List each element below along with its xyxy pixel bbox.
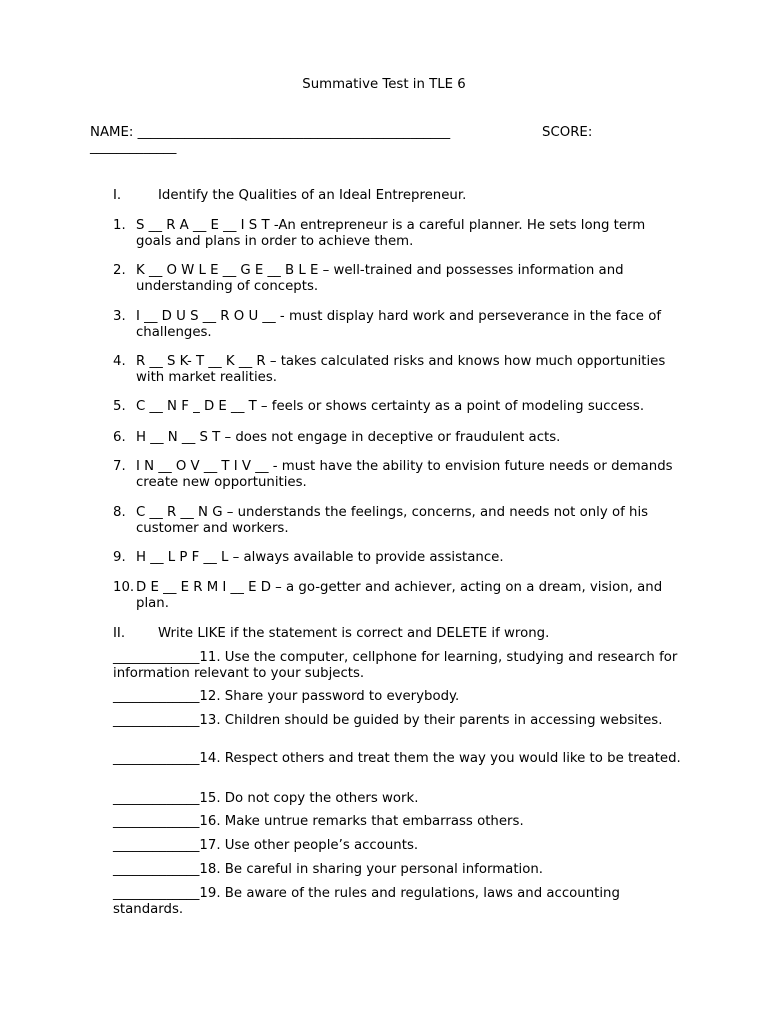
statement-item: _____________12. Share your password to everybody.: [113, 689, 460, 704]
list-item: [113, 218, 683, 249]
list-item: [113, 354, 683, 385]
item-text: H __ L P F __ L – always available to provide assistance.: [136, 550, 504, 565]
list-item: [113, 580, 683, 611]
list-item: [113, 505, 683, 536]
item-text: C __ N F _ D E __ T – feels or shows certainty as a point of modeling success.: [136, 399, 645, 414]
statement-item: _____________15. Do not copy the others work.: [113, 791, 419, 806]
list-item: [113, 430, 683, 446]
section-numeral: I.: [113, 188, 122, 203]
statement-item: _____________17. Use other people’s accounts.: [113, 838, 419, 853]
item-number: 8.: [113, 505, 126, 520]
item-text: K __ O W L E __ G E __ B L E – well-trained and possesses information and understanding of concepts.: [136, 263, 624, 294]
item-number: 1.: [113, 218, 126, 233]
list-item: [113, 309, 683, 340]
item-number: 10.: [113, 580, 135, 595]
item-number: 3.: [113, 309, 126, 324]
section-heading-text: Identify the Qualities of an Ideal Entrepreneur.: [158, 188, 467, 203]
item-number: 7.: [113, 459, 126, 474]
item-text: I __ D U S __ R O U __ - must display hard work and perseverance in the face of challenges.: [136, 309, 662, 340]
statement-item: _____________14. Respect others and treat them the way you would like to be treated.: [113, 751, 681, 766]
list-item: [113, 399, 683, 415]
list-item: [113, 263, 683, 294]
statement-item: _____________19. Be aware of the rules and regulations, laws and accounting standards.: [113, 886, 620, 917]
item-number: 4.: [113, 354, 126, 369]
statement-item: _____________13. Children should be guided by their parents in accessing websites.: [113, 713, 663, 728]
item-text: H __ N __ S T – does not engage in deceptive or fraudulent acts.: [136, 430, 561, 445]
item-text: C __ R __ N G – understands the feelings, concerns, and needs not only of his customer and workers.: [136, 505, 649, 536]
item-number: 5.: [113, 399, 126, 414]
section-numeral: II.: [113, 626, 126, 641]
list-item: [113, 459, 683, 490]
item-text: R __ S K- T __ K __ R – takes calculated risks and knows how much opportunities with market realities.: [136, 354, 666, 385]
name-field-label: NAME: _______________________________________________: [90, 125, 451, 140]
item-text: D E __ E R M I __ E D – a go-getter and achiever, acting on a dream, vision, and plan.: [136, 580, 663, 611]
section-heading-text: Write LIKE if the statement is correct and DELETE if wrong.: [158, 626, 550, 641]
item-number: 6.: [113, 430, 126, 445]
item-text: S __ R A __ E __ I S T -An entrepreneur is a careful planner. He sets long term goals and plans in order to achieve them.: [136, 218, 646, 249]
statement-item: _____________18. Be careful in sharing your personal information.: [113, 862, 544, 877]
statement-item: _____________16. Make untrue remarks that embarrass others.: [113, 814, 524, 829]
item-text: I N __ O V __ T I V __ - must have the ability to envision future needs or demands create new opportunities.: [136, 459, 673, 490]
score-blank: _____________: [90, 140, 177, 155]
statement-item: _____________11. Use the computer, cellphone for learning, studying and research for information relevant to your subjects.: [113, 650, 678, 681]
list-item: [113, 550, 683, 566]
page-title: Summative Test in TLE 6: [302, 77, 466, 92]
item-number: 2.: [113, 263, 126, 278]
item-number: 9.: [113, 550, 126, 565]
score-label: SCORE:: [542, 125, 593, 140]
